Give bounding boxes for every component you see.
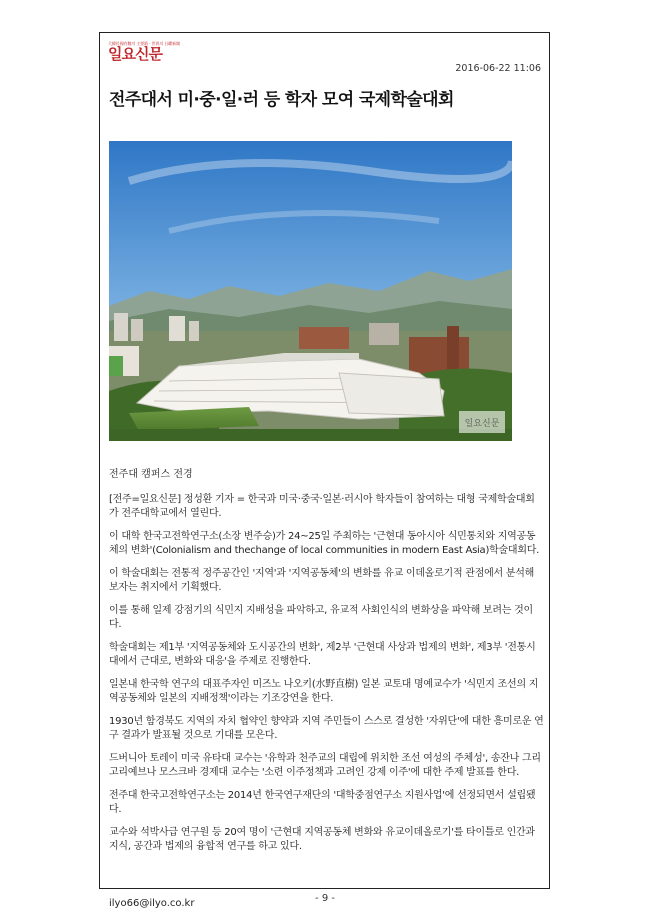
paragraph: [전주=일요신문] 정성환 기자 = 한국과 미국·중국·일본·러시아 학자들이 참여하는 대형 국제학술대회가 전주대학교에서 열린다. [109,494,535,519]
paragraph: 일본내 한국학 연구의 대표주자인 미즈노 나오키(水野直樹) 일본 교토대 명예교수가 '식민지 조선의 지역공동체와 일본의 지배정책'이라는 기조강연을 한다. [109,679,539,704]
paragraph: 이를 통해 일제 강점기의 식민지 지배성을 파악하고, 유교적 사회인식의 변화상을 파악해 보려는 것이다. [109,605,533,630]
brick-building [299,327,349,349]
reporter-email[interactable]: ilyo66@ilyo.co.kr [109,898,195,909]
publish-datetime: 2016-06-22 11:06 [455,63,541,74]
article-headline: 전주대서 미·중·일·러 등 학자 모여 국제학술대회 [109,90,454,110]
paragraph: 1930년 함경북도 지역의 자치 협약인 향약과 지역 주민들이 스스로 결성한 '자위단'에 대한 흥미로운 연구 결과가 발표될 것으로 기대를 모은다. [109,716,544,741]
photo-watermark: 일요신문 [464,419,500,429]
logo-tagline: 大韓民國有數의 主要紙 · 世界의 日曜新聞 [108,41,180,46]
article-body [109,493,544,863]
foreground-trees [109,429,512,441]
apartment-block [131,319,143,341]
paragraph: 이 대학 한국고전학연구소(소장 변주승)가 24~25일 주최하는 '근현대 동아시아 식민통치와 지역공동체의 변화'(Colonialism and thechange of local communities in modern East Asia)학술대회다. [109,531,540,556]
paragraph: 학술대회는 제1부 '지역공동체와 도시공간의 변화', 제2부 '근현대 사상과 법제의 변화', 제3부 '전통시대에서 근대로, 변화와 대응'을 주제로 진행한다. [109,642,536,667]
campus-photo-illustration [109,141,512,441]
newspaper-logo[interactable] [108,41,178,63]
logo-name: 일요신문 [108,45,162,63]
green-facade [109,356,123,376]
page-number: - 9 - [315,893,335,904]
paragraph: 드버니아 토레이 미국 유타대 교수는 '유학과 천주교의 대립에 위치한 조선 여성의 주체성', 송잔나 그리고리예브나 모스크바 경제대 교수는 '소련 이주정책과 고려인 강제 이주'에 대한 주제 발표를 한다. [109,753,541,778]
apartment-block [189,321,199,341]
article-frame [99,32,550,909]
paragraph: 전주대 한국고전학연구소는 2014년 한국연구재단의 '대학중점연구소 지원사업'에 선정되면서 설립됐다. [109,790,536,815]
library-wing [339,373,444,416]
paragraph: 이 학술대회는 전통적 정주공간인 '지역'과 '지역공동체'의 변화를 유교 이데올로기적 관점에서 분석해 보자는 취지에서 기획했다. [109,568,535,593]
paragraph: 교수와 석박사급 연구원 등 20여 명이 '근현대 지역공동체 변화와 유교이데올로기'를 타이틀로 인간과 지식, 공간과 법제의 융합적 연구를 하고 있다. [109,827,535,852]
apartment-block [114,313,128,341]
campus-building [369,323,399,345]
campus-photo [109,141,512,441]
photo-caption: 전주대 캠퍼스 전경 [109,469,193,480]
apartment-block [169,316,185,341]
